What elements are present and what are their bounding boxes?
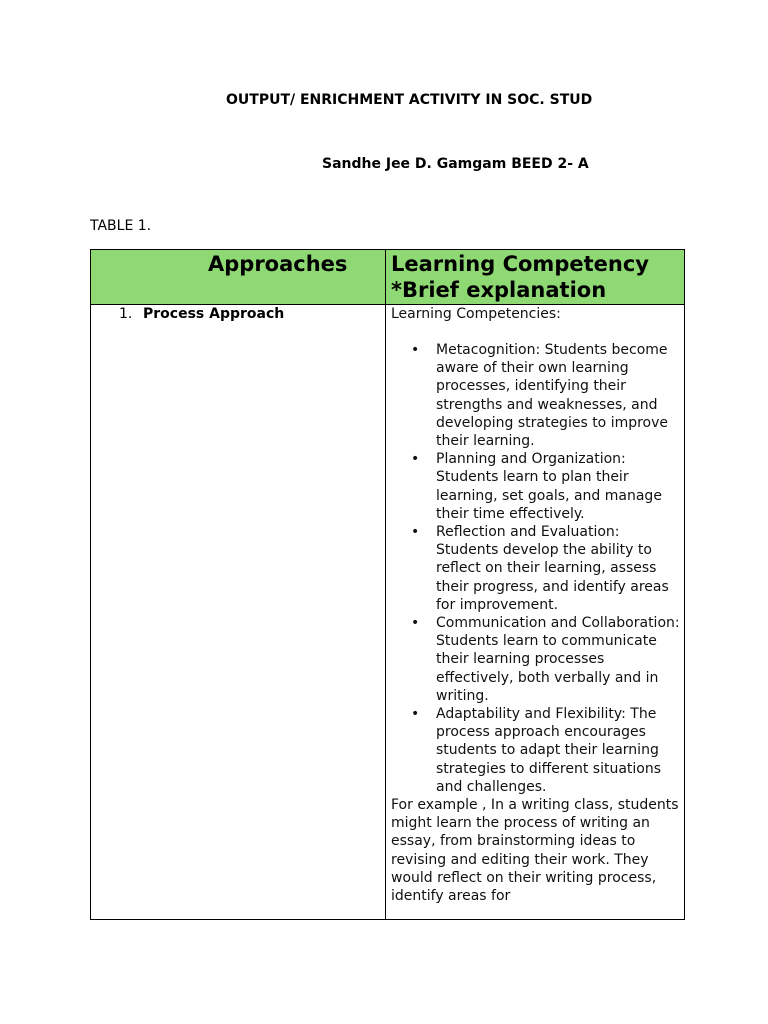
approach-name: Process Approach (143, 306, 285, 322)
list-item (391, 450, 681, 523)
header-competency-line2: *Brief explanation (391, 278, 607, 302)
header-approaches: Approaches (208, 252, 348, 276)
bullet-icon: • (411, 342, 420, 358)
competency-text: Metacognition: Students become aware of their own learning processes, identifying their strengths and weaknesses, and developing strategies to improve their learning. (436, 342, 669, 450)
list-item (391, 341, 681, 450)
competencies-heading: Learning Competencies: (391, 306, 561, 322)
header-learning-competency (391, 251, 649, 303)
approach-number: 1. (119, 306, 133, 322)
list-item (391, 705, 681, 796)
bullet-icon: • (411, 615, 420, 632)
bullet-icon: • (411, 451, 420, 468)
header-competency-line1: Learning Competency (391, 252, 649, 276)
approach-cell (119, 305, 284, 323)
competency-text: Reflection and Evaluation: Students develop the ability to reflect on their learning, assess their progress, and identify areas for improvement. (436, 524, 669, 613)
competency-text: Communication and Collaboration: Students learn to communicate their learning processes effectively, both verbally and in writing. (436, 615, 680, 704)
approaches-table (90, 249, 685, 920)
competency-text: Adaptability and Flexibility: The process approach encourages students to adapt their learning strategies to different situations and challenges. (436, 706, 662, 795)
bullet-icon: • (411, 706, 420, 723)
document-title: OUTPUT/ ENRICHMENT ACTIVITY IN SOC. STUD (226, 92, 593, 108)
author-line: Sandhe Jee D. Gamgam BEED 2- A (322, 156, 589, 172)
column-divider (385, 250, 386, 919)
table-header-row (91, 250, 684, 305)
list-item (391, 614, 681, 705)
competency-cell (391, 305, 681, 917)
list-item (391, 523, 681, 614)
bullet-icon: • (411, 524, 420, 541)
competency-list (391, 341, 681, 796)
example-paragraph: For example , In a writing class, students might learn the process of writing an essay, from brainstorming ideas to revising and editing their work. They would reflect on their writing process, identify areas for (391, 797, 679, 905)
table-label: TABLE 1. (90, 218, 152, 234)
competency-text: Planning and Organization: Students learn to plan their learning, set goals, and manage their time effectively. (436, 451, 662, 522)
